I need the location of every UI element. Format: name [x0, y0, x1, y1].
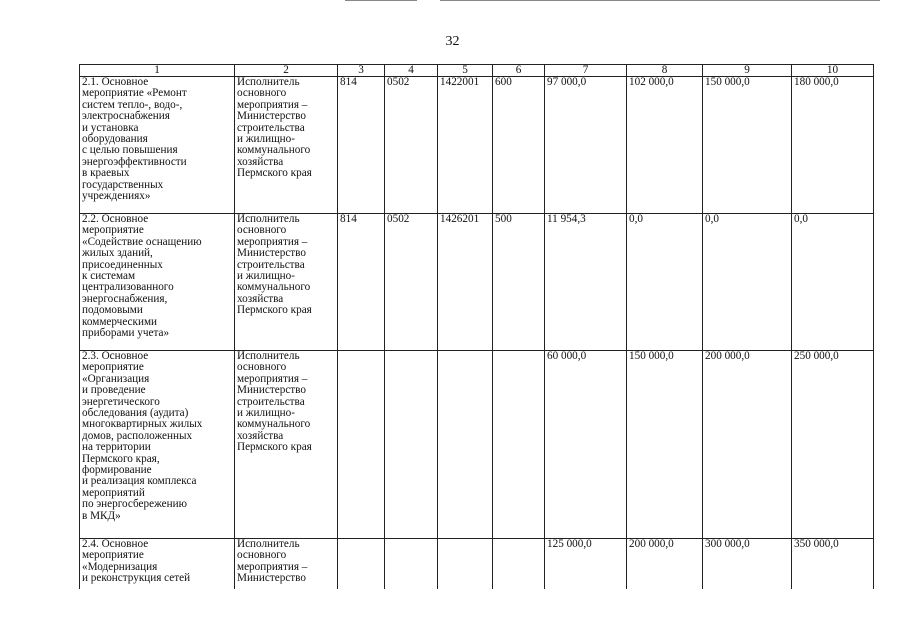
code-type: 500 [493, 214, 545, 351]
code-section: 0502 [385, 214, 438, 351]
measure-name: 2.4. Основное мероприятие «Модернизация и реконструкция сетей [80, 539, 235, 589]
amount-col10: 180 000,0 [792, 77, 874, 214]
amount-col9: 300 000,0 [703, 539, 792, 589]
code-target [438, 539, 493, 589]
column-header: 10 [792, 65, 874, 77]
executor: Исполнитель основного мероприятия – Министерство строительства и жилищно- коммунального хозяйства Пермского края [235, 351, 338, 539]
code-section [385, 539, 438, 589]
table-row [80, 539, 874, 589]
column-header: 9 [703, 65, 792, 77]
amount-col7: 60 000,0 [545, 351, 627, 539]
amount-col10: 0,0 [792, 214, 874, 351]
amount-col8: 102 000,0 [627, 77, 703, 214]
column-header: 4 [385, 65, 438, 77]
top-rule-right [440, 0, 880, 1]
amount-col9: 0,0 [703, 214, 792, 351]
code-section [385, 351, 438, 539]
code-type [493, 351, 545, 539]
header-row [80, 65, 874, 77]
measure-name: 2.2. Основное мероприятие «Содействие оснащению жилых зданий, присоединенных к системам централизованного энергоснабжения, подомовыми коммерческими приборами учета» [80, 214, 235, 351]
measure-name: 2.1. Основное мероприятие «Ремонт систем тепло-, водо-, электроснабжения и установка оборудования с целью повышения энергоэффективности в краевых государственных учреждениях» [80, 77, 235, 214]
column-header: 6 [493, 65, 545, 77]
amount-col10: 250 000,0 [792, 351, 874, 539]
code-grbs: 814 [338, 214, 385, 351]
table-row [80, 351, 874, 539]
amount-col7: 125 000,0 [545, 539, 627, 589]
code-type: 600 [493, 77, 545, 214]
table-row [80, 77, 874, 214]
column-header: 1 [80, 65, 235, 77]
code-target: 1426201 [438, 214, 493, 351]
page-number: 32 [445, 34, 460, 49]
amount-col10: 350 000,0 [792, 539, 874, 589]
measure-name: 2.3. Основное мероприятие «Организация и проведение энергетического обследования (аудита) многоквартирных жилых домов, расположенных на территории Пермского края, формирование и реализация комплекса мероприятий по энергосбережению в МКД» [80, 351, 235, 539]
amount-col8: 150 000,0 [627, 351, 703, 539]
amount-col7: 97 000,0 [545, 77, 627, 214]
program-measures-table [79, 64, 874, 589]
amount-col8: 0,0 [627, 214, 703, 351]
column-header: 8 [627, 65, 703, 77]
column-header: 7 [545, 65, 627, 77]
code-target: 1422001 [438, 77, 493, 214]
amount-col7: 11 954,3 [545, 214, 627, 351]
code-grbs [338, 539, 385, 589]
column-header: 2 [235, 65, 338, 77]
amount-col9: 200 000,0 [703, 351, 792, 539]
code-grbs [338, 351, 385, 539]
code-grbs: 814 [338, 77, 385, 214]
amount-col8: 200 000,0 [627, 539, 703, 589]
column-header: 5 [438, 65, 493, 77]
code-type [493, 539, 545, 589]
top-rule-left [345, 0, 417, 1]
amount-col9: 150 000,0 [703, 77, 792, 214]
code-target [438, 351, 493, 539]
executor: Исполнитель основного мероприятия – Министерство [235, 539, 338, 589]
table-row [80, 214, 874, 351]
column-header: 3 [338, 65, 385, 77]
executor: Исполнитель основного мероприятия – Министерство строительства и жилищно- коммунального хозяйства Пермского края [235, 77, 338, 214]
code-section: 0502 [385, 77, 438, 214]
executor: Исполнитель основного мероприятия – Министерство строительства и жилищно- коммунального хозяйства Пермского края [235, 214, 338, 351]
